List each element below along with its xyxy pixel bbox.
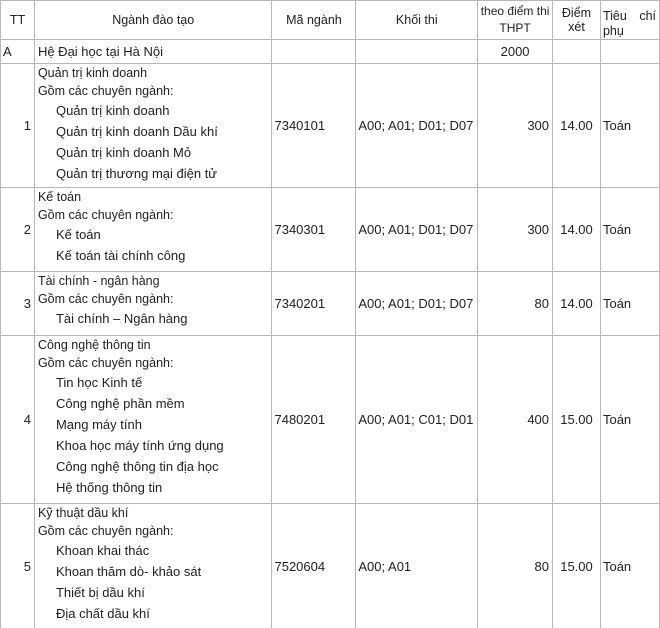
program-name: Công nghệ thông tin bbox=[37, 338, 151, 352]
row-blocks: A00; A01; D01; D07 bbox=[356, 64, 478, 188]
program-name: Tài chính - ngân hàng bbox=[37, 274, 160, 288]
program-name: Kỹ thuật dầu khí bbox=[37, 506, 129, 520]
row-criteria: Toán bbox=[600, 272, 659, 336]
specialization-item: Quản trị thương mại điện tử bbox=[55, 166, 218, 181]
specialization-item: Kế toán tài chính công bbox=[55, 248, 186, 263]
header-ma-nganh: Mã ngành bbox=[272, 1, 356, 40]
specialization-item: Tin học Kinh tế bbox=[55, 375, 143, 390]
header-theo-line2: THPT bbox=[499, 21, 531, 35]
table-row bbox=[1, 64, 660, 188]
row-program-cell bbox=[34, 64, 272, 188]
row-criteria: Toán bbox=[600, 504, 659, 628]
row-score: 15.00 bbox=[553, 336, 601, 504]
header-theo-line1: theo điểm thi bbox=[480, 4, 550, 18]
row-tt: 2 bbox=[1, 188, 35, 272]
specialization-item: Mạng máy tính bbox=[55, 417, 142, 432]
row-code: 7340301 bbox=[272, 188, 356, 272]
specialization-item: Công nghệ thông tin địa học bbox=[55, 459, 219, 474]
specialization-item: Thiết bị dầu khí bbox=[55, 585, 145, 600]
header-theo-diem bbox=[478, 1, 553, 40]
header-diem-xet: Điểm xét bbox=[553, 1, 601, 40]
row-blocks: A00; A01; D01; D07 bbox=[356, 188, 478, 272]
row-code: 7480201 bbox=[272, 336, 356, 504]
table-row bbox=[1, 188, 660, 272]
row-blocks: A00; A01 bbox=[356, 504, 478, 628]
row-blocks: A00; A01; D01; D07 bbox=[356, 272, 478, 336]
specialization-item: Kế toán bbox=[55, 227, 101, 242]
section-tt: A bbox=[1, 40, 35, 64]
table-header-row bbox=[1, 1, 660, 40]
specialization-item: Tài chính – Ngân hàng bbox=[55, 311, 188, 326]
row-quota: 300 bbox=[478, 188, 553, 272]
specialization-item: Khoan khai thác bbox=[55, 543, 150, 558]
row-tt: 1 bbox=[1, 64, 35, 188]
row-code: 7520604 bbox=[272, 504, 356, 628]
row-code: 7340101 bbox=[272, 64, 356, 188]
row-program-cell bbox=[34, 504, 272, 628]
row-code: 7340201 bbox=[272, 272, 356, 336]
row-quota: 300 bbox=[478, 64, 553, 188]
row-quota: 80 bbox=[478, 272, 553, 336]
program-name: Kế toán bbox=[37, 190, 82, 204]
specialization-item: Quản trị kinh doanh Dầu khí bbox=[55, 124, 218, 139]
group-label: Gồm các chuyên ngành: bbox=[37, 84, 174, 98]
header-tieu: Tiêu bbox=[602, 9, 627, 23]
row-criteria: Toán bbox=[600, 336, 659, 504]
header-phu: phụ bbox=[602, 24, 624, 38]
group-label: Gồm các chuyên ngành: bbox=[37, 524, 174, 538]
row-score: 14.00 bbox=[553, 188, 601, 272]
header-tt: TT bbox=[1, 1, 35, 40]
section-empty-blocks bbox=[356, 40, 478, 64]
specialization-item: Khoan thăm dò- khảo sát bbox=[55, 564, 202, 579]
row-score: 14.00 bbox=[553, 272, 601, 336]
header-khoi-thi: Khối thi bbox=[356, 1, 478, 40]
table-row bbox=[1, 336, 660, 504]
row-tt: 4 bbox=[1, 336, 35, 504]
row-score: 14.00 bbox=[553, 64, 601, 188]
group-label: Gồm các chuyên ngành: bbox=[37, 292, 174, 306]
row-tt: 3 bbox=[1, 272, 35, 336]
row-quota: 400 bbox=[478, 336, 553, 504]
row-criteria: Toán bbox=[600, 188, 659, 272]
section-empty-score bbox=[553, 40, 601, 64]
specialization-item: Khoa học máy tính ứng dụng bbox=[55, 438, 224, 453]
header-tieu-chi-phu bbox=[600, 1, 659, 40]
section-name: Hệ Đại học tại Hà Nội bbox=[34, 40, 272, 64]
specialization-item: Hệ thống thông tin bbox=[55, 480, 163, 495]
table-row bbox=[1, 504, 660, 628]
row-criteria: Toán bbox=[600, 64, 659, 188]
row-tt: 5 bbox=[1, 504, 35, 628]
row-program-cell bbox=[34, 336, 272, 504]
specialization-item: Địa chất dầu khí bbox=[55, 606, 150, 621]
specialization-item: Công nghệ phần mềm bbox=[55, 396, 185, 411]
group-label: Gồm các chuyên ngành: bbox=[37, 208, 174, 222]
row-score: 15.00 bbox=[553, 504, 601, 628]
section-empty-criteria bbox=[600, 40, 659, 64]
row-program-cell bbox=[34, 188, 272, 272]
program-name: Quản trị kinh doanh bbox=[37, 66, 148, 80]
header-chi: chí bbox=[639, 9, 656, 23]
section-quota: 2000 bbox=[478, 40, 553, 64]
group-label: Gồm các chuyên ngành: bbox=[37, 356, 174, 370]
specialization-item: Quản trị kinh doanh bbox=[55, 103, 170, 118]
section-empty-code bbox=[272, 40, 356, 64]
row-blocks: A00; A01; C01; D01 bbox=[356, 336, 478, 504]
table-row bbox=[1, 272, 660, 336]
section-row bbox=[1, 40, 660, 64]
specialization-item: Quản trị kinh doanh Mỏ bbox=[55, 145, 192, 160]
header-nganh: Ngành đào tạo bbox=[34, 1, 272, 40]
row-quota: 80 bbox=[478, 504, 553, 628]
row-program-cell bbox=[34, 272, 272, 336]
